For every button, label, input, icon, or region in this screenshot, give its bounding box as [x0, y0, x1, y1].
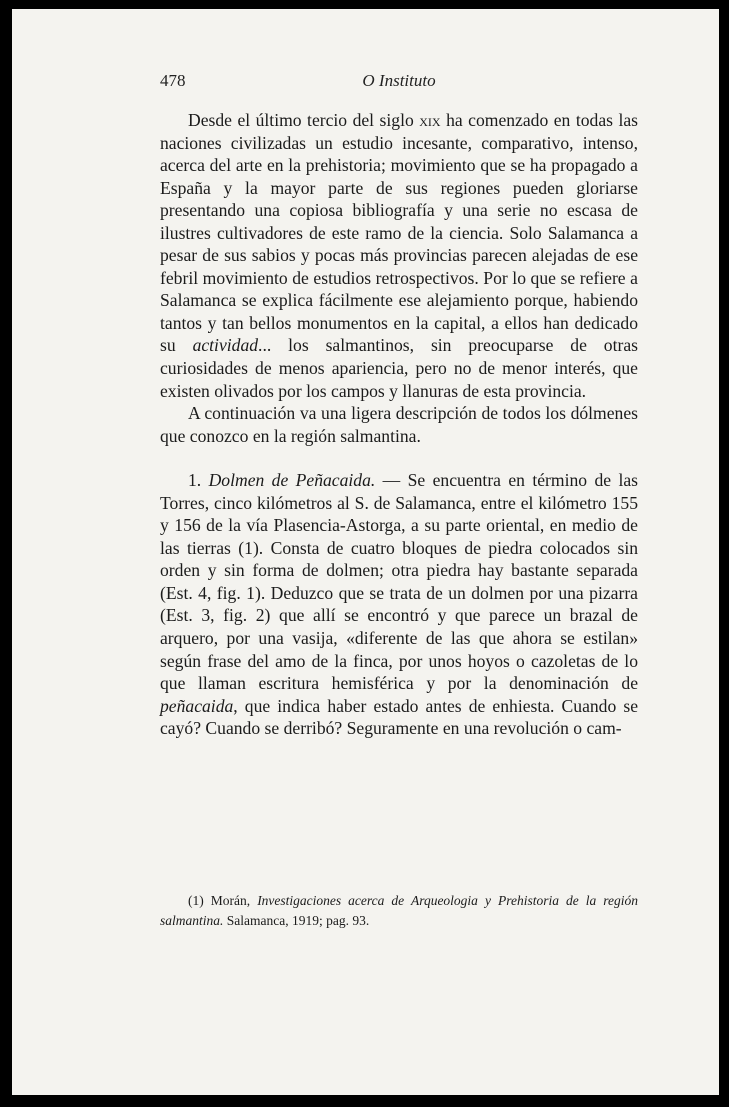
paragraph-text: ha comenzado en todas las naciones civilizadas un estudio incesante, comparativo, intenso, acerca del arte en la prehistoria; movimiento que se ha propagado a España y la mayor parte de sus regiones pueden gloriarse presentando una copiosa bibliografía y una serie no escasa de ilustres cultivadores de este ramo de la ciencia. Solo Salamanca a pesar de sus sabios y pocas más provincias parecen alejadas de ese febril movimiento de estudios retrospectivos. Por lo que se refiere a Salamanca se explica fácilmente ese alejamiento porque, habiendo tantos y tan bellos monumentos en la capital, a ellos han dedicado su: [160, 110, 638, 356]
footnote-marker: (1): [188, 893, 204, 908]
page-header: [160, 71, 638, 95]
footnote-text: [160, 891, 638, 931]
footnote: [160, 891, 638, 931]
page-number: 478: [160, 71, 186, 90]
paragraph-text: ... los salmantinos, sin preocuparse de otras curiosidades de menos apariencia, pero no de menor interés, que existen olivados por los campos y llanuras de esta provincia.: [160, 335, 638, 401]
section-number: 1.: [188, 470, 202, 491]
footnote-publication: Salamanca, 1919; pag. 93.: [226, 913, 370, 928]
footnote-author: Morán,: [210, 893, 251, 908]
running-title: O Instituto: [362, 71, 436, 90]
paragraph-text: — Se encuentra en término de las Torres, cinco kilómetros al S. de Salamanca, entre el kilómetro 155 y 156 de la vía Plasencia-Astorga, a su parte oriental, en medio de las tierras (1). Consta de cuatro bloques de piedra colocados sin orden y sin forma de dolmen; otra piedra hay bastante separada (Est. 4, fig. 1). Deduzco que se trata de un dolmen por una pizarra (Est. 3, fig. 2) que allí se encontró y que parece un brazal de arquero, por una vasija, «diferente de las que ahora se estilan» según frase del amo de la finca, por unos hoyos o cazoletas de lo que llaman escritura hemisférica y por la denominación de: [160, 470, 638, 694]
emphasized-word: actividad: [192, 335, 259, 356]
emphasized-word: peñacaida: [160, 695, 234, 716]
century-numeral: xix: [419, 110, 441, 130]
section-heading: Dolmen de Peñacaida.: [208, 470, 376, 491]
paragraph-continuation: A continuación va una ligera descripción de todos los dólmenes que conozco en la región salmantina.: [160, 403, 638, 446]
footnote-work-title: Investigaciones acerca de Arqueologia y Prehistoria de la región salmantina.: [160, 893, 639, 928]
paragraph-text: , que indica haber estado antes de enhiesta. Cuando se cayó? Cuando se derribó? Seguramente en una revolución o cam-: [160, 695, 638, 739]
body-text: [160, 109, 638, 740]
paragraph-introduction: [160, 109, 638, 402]
paragraph-dolmen-penacaida: [160, 469, 638, 740]
paragraph-text: Desde el último tercio del siglo: [188, 110, 420, 130]
document-page: [12, 9, 719, 1095]
